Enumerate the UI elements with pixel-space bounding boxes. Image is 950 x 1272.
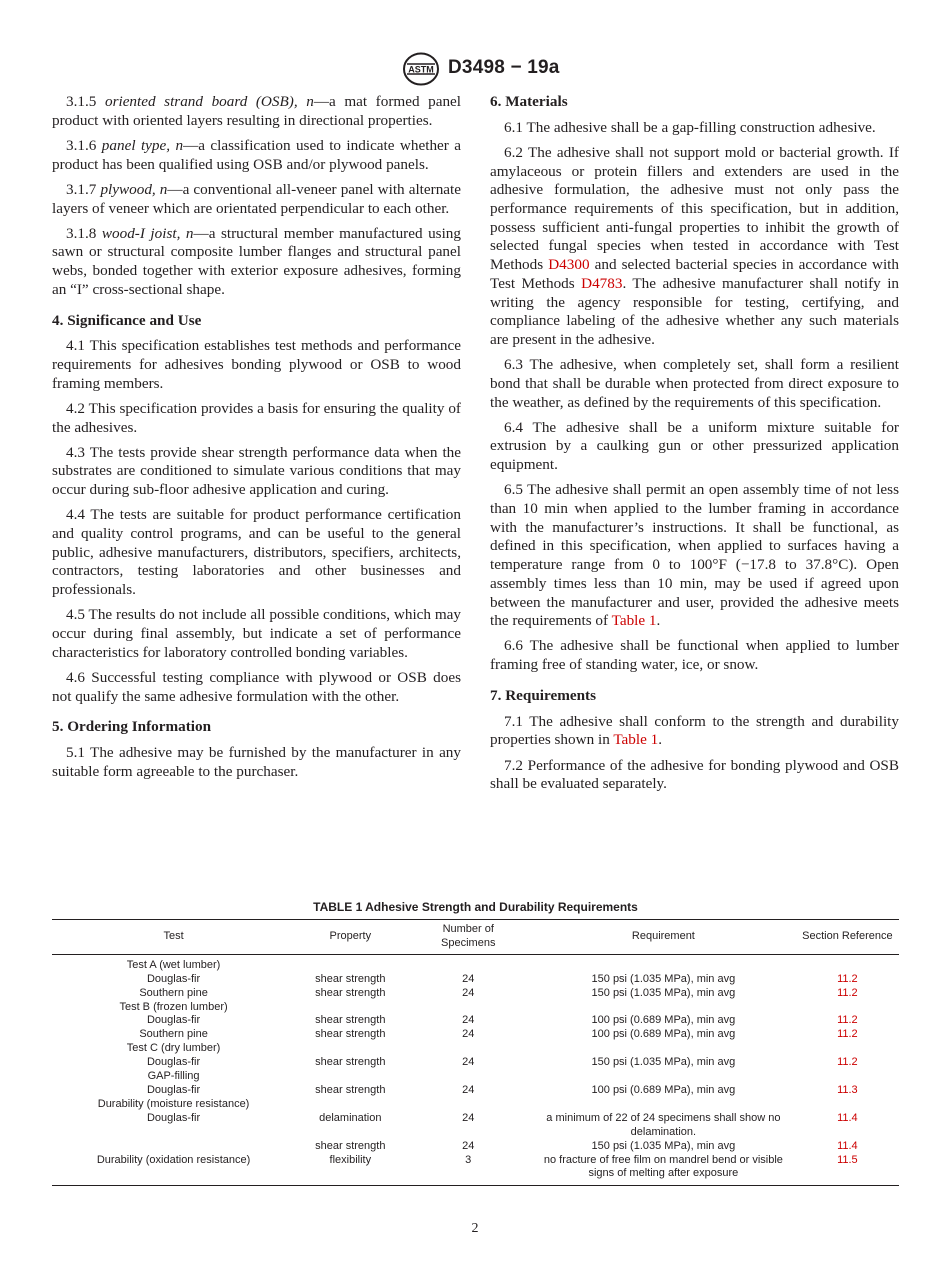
paragraph-4-2: 4.2 This specification provides a basis for ensuring the quality of the adhesives. xyxy=(52,399,461,436)
cell-number: 24 xyxy=(462,1083,475,1096)
table-body xyxy=(52,954,899,1186)
cell-test: Douglas-fir xyxy=(146,1056,201,1069)
requirements-table xyxy=(52,919,899,1186)
section-6-heading: 6. Materials xyxy=(490,93,568,110)
cell-test: Durability (moisture resistance) xyxy=(97,1097,250,1110)
cell-test xyxy=(52,1140,295,1154)
link-table-1[interactable]: Table 1 xyxy=(611,612,657,630)
logo-lettering: ASTM xyxy=(408,64,434,75)
cell-requirement: 100 psi (0.689 MPa), min avg xyxy=(591,1014,736,1027)
cell-property: shear strength xyxy=(315,1139,386,1152)
cell-test: Douglas-fir xyxy=(146,1111,201,1124)
cell-test: Southern pine xyxy=(139,986,208,999)
table-header-row xyxy=(52,920,899,955)
cell-requirement: no fracture of free film on mandrel bend or visible signs of melting after exposure xyxy=(531,1154,796,1186)
paragraph-6-6: 6.6 The adhesive shall be functional when applied to lumber framing free of standing water, ice, or snow. xyxy=(490,637,899,674)
paragraph-5-1: 5.1 The adhesive may be furnished by the manufacturer in any suitable form agreeable to the purchaser. xyxy=(52,744,461,780)
cell-ref xyxy=(796,1070,899,1084)
cell-requirement: 150 psi (1.035 MPa), min avg xyxy=(591,1139,736,1152)
section-5-heading: 5. Ordering Information xyxy=(52,718,212,736)
paragraph-7-2: 7.2 Performance of the adhesive for bonding plywood and OSB shall be evaluated separately. xyxy=(490,756,899,793)
cell-requirement xyxy=(531,1042,796,1056)
page-number: 2 xyxy=(471,1221,479,1236)
cell-requirement xyxy=(531,954,796,972)
cell-property: flexibility xyxy=(295,1154,405,1186)
cell-ref[interactable]: 11.5 xyxy=(796,1154,899,1186)
table-row xyxy=(52,1084,899,1098)
table-row xyxy=(52,987,899,1001)
paragraph-4-1: 4.1 This specification establishes test methods and performance requirements for adhesives bonding plywood or OSB to wood framing members. xyxy=(52,337,461,392)
cell-test: GAP-filling xyxy=(147,1070,200,1083)
cell-requirement: 150 psi (1.035 MPa), min avg xyxy=(591,986,736,999)
header-property: Property xyxy=(295,920,405,955)
cell-ref xyxy=(796,1042,899,1056)
standard-designation: D3498 − 19a xyxy=(448,57,560,78)
cell-number: 3 xyxy=(405,1154,531,1186)
right-column xyxy=(490,93,899,800)
cell-ref xyxy=(796,1098,899,1112)
table-row xyxy=(52,1042,899,1056)
cell-property: shear strength xyxy=(315,1014,386,1027)
cell-number: 24 xyxy=(462,1014,475,1027)
cell-requirement xyxy=(531,1070,796,1084)
paragraph-6-2: 6.2 The adhesive shall not support mold or bacterial growth. If amylaceous or protein fillers and extenders are used in the adhesive formulation, the adhesive must not only pass the performance requirements of this specification, but in addition, possess sufficient anti-fungal properties to inhibit the growth of selected fungal species when tested in accordance with Test Methods D4300 and selected bacterial species in accordance with Test Methods D4783. The adhesive manufacturer shall notify in writing the agency responsible for testing, certifying, and compliance labeling of the adhesive whether any such materials are present in the adhesive. xyxy=(490,143,900,348)
cell-number: 24 xyxy=(462,972,475,985)
page-header xyxy=(0,56,950,82)
cell-property xyxy=(295,1042,405,1056)
paragraph-7-1: 7.1 The adhesive shall conform to the strength and durability properties shown in Table 1. xyxy=(490,712,899,749)
section-7-heading: 7. Requirements xyxy=(490,686,597,704)
cell-number xyxy=(405,1098,531,1112)
definition-3-1-7: 3.1.7 plywood, n—a conventional all-veneer panel with alternate layers of veneer which are orientated perpendicular to each other. xyxy=(52,180,462,217)
cell-test: Southern pine xyxy=(139,1028,208,1041)
table-row xyxy=(52,1154,899,1186)
table-row xyxy=(52,1014,899,1028)
paragraph-6-5: 6.5 The adhesive shall permit an open assembly time of not less than 10 min when applied to the lumber framing in accordance with the manufacturer’s instructions. It shall be functional, as defined in this specification, when applied to surfaces having a temperature range from 0 to 100°F (−17.8 to 37.8°C). Open assembly times less than 10 min, may be used if agreed upon between the manufacturer and user, provided the adhesive meets the requirements of Table 1. xyxy=(490,481,899,630)
table-row xyxy=(52,1056,899,1070)
paragraph-4-5: 4.5 The results do not include all possible conditions, which may occur during final assembly, but indicate a set of performance characteristics for laboratory controlled bonding variables. xyxy=(52,606,461,661)
cell-requirement: 100 psi (0.689 MPa), min avg xyxy=(591,1083,736,1096)
cell-test: Test B (frozen lumber) xyxy=(119,1000,228,1013)
cell-requirement: 150 psi (1.035 MPa), min avg xyxy=(591,1056,736,1069)
cell-ref xyxy=(796,954,899,972)
cell-ref[interactable]: 11.4 xyxy=(837,1139,858,1152)
cell-number: 24 xyxy=(462,986,475,999)
paragraph-6-4: 6.4 The adhesive shall be a uniform mixture suitable for extrusion by a caulking gun or other pressurized application equipment. xyxy=(490,418,899,474)
cell-property: shear strength xyxy=(315,1028,386,1041)
cell-ref[interactable]: 11.4 xyxy=(837,1111,858,1124)
cell-ref xyxy=(796,1001,899,1015)
left-column xyxy=(52,93,461,788)
astm-logo-icon xyxy=(401,52,441,86)
cell-requirement: 150 psi (1.035 MPa), min avg xyxy=(591,972,736,985)
cell-number xyxy=(405,1001,531,1015)
paragraph-4-6: 4.6 Successful testing compliance with plywood or OSB does not qualify the same adhesive formulation with the other. xyxy=(52,668,461,705)
table-row xyxy=(52,1001,899,1015)
paragraph-4-3: 4.3 The tests provide shear strength performance data when the substrates are conditioned to simulate various conditions that may occur during sub-floor adhesive application and curing. xyxy=(52,443,461,499)
cell-property xyxy=(295,1001,405,1015)
cell-number xyxy=(405,1042,531,1056)
cell-property xyxy=(295,954,405,972)
cell-requirement xyxy=(531,1098,796,1112)
table-row xyxy=(52,1028,899,1042)
table-row xyxy=(52,954,899,972)
definition-3-1-6: 3.1.6 panel type, n—a classification used to indicate whether a product has been qualified using OSB and/or plywood panels. xyxy=(52,136,461,173)
cell-requirement: a minimum of 22 of 24 specimens shall show no delamination. xyxy=(546,1111,781,1138)
cell-ref[interactable]: 11.2 xyxy=(837,1056,858,1069)
cell-property: shear strength xyxy=(315,986,386,999)
cell-number: 24 xyxy=(462,1028,475,1041)
paragraph-6-1: 6.1 The adhesive shall be a gap-filling construction adhesive. xyxy=(504,118,876,136)
link-table-1[interactable]: Table 1 xyxy=(613,731,659,749)
table-row xyxy=(52,1112,899,1140)
paragraph-4-4: 4.4 The tests are suitable for product performance certification and quality control programs, and can be useful to the general public, adhesive manufacturers, distributors, specifiers, architects, contractors, testing laboratories and other businesses and professionals. xyxy=(52,506,461,599)
table-row xyxy=(52,1098,899,1112)
cell-test: Durability (oxidation resistance) xyxy=(52,1154,295,1186)
cell-ref[interactable]: 11.2 xyxy=(837,1028,858,1041)
cell-requirement xyxy=(531,1001,796,1015)
definition-3-1-8: 3.1.8 wood-I joist, n—a structural member manufactured using sawn or structural composite lumber flanges and structural panel webs, bonded together with exterior exposure adhesives, forming an “I” cross-sectional shape. xyxy=(52,224,461,298)
cell-test: Douglas-fir xyxy=(146,972,201,985)
link-d4300[interactable]: D4300 xyxy=(548,256,590,274)
table-1 xyxy=(52,900,899,1186)
table-row xyxy=(52,1140,899,1154)
cell-property: shear strength xyxy=(315,1083,386,1096)
cell-number: 24 xyxy=(462,1056,475,1069)
cell-number xyxy=(405,1070,531,1084)
cell-property: shear strength xyxy=(315,1056,386,1069)
cell-property xyxy=(295,1070,405,1084)
header-requirement: Requirement xyxy=(531,920,796,955)
paragraph-6-3: 6.3 The adhesive, when completely set, shall form a resilient bond that shall be durable when protected from direct exposure to the weather, as defined by the requirements of this specification. xyxy=(490,356,899,411)
table-row xyxy=(52,1070,899,1084)
cell-property: delamination xyxy=(319,1111,382,1124)
cell-test: Douglas-fir xyxy=(146,1014,201,1027)
cell-property: shear strength xyxy=(315,972,386,985)
definition-3-1-5: 3.1.5 oriented strand board (OSB), n—a mat formed panel product with oriented layers resulting in directional properties. xyxy=(52,93,462,129)
cell-number xyxy=(405,954,531,972)
table-caption: TABLE 1 Adhesive Strength and Durability Requirements xyxy=(313,900,638,914)
cell-requirement: 100 psi (0.689 MPa), min avg xyxy=(591,1028,736,1041)
cell-ref[interactable]: 11.2 xyxy=(837,986,858,999)
cell-number: 24 xyxy=(462,1111,475,1124)
header-section-reference: Section Reference xyxy=(796,920,899,955)
header-number-of-specimens: Number of Specimens xyxy=(405,920,531,955)
cell-test: Test A (wet lumber) xyxy=(126,958,221,971)
cell-test: Test C (dry lumber) xyxy=(126,1042,221,1055)
cell-property xyxy=(295,1098,405,1112)
link-d4783[interactable]: D4783 xyxy=(581,274,623,292)
cell-number: 24 xyxy=(462,1139,475,1152)
cell-test: Douglas-fir xyxy=(146,1083,201,1096)
section-4-heading: 4. Significance and Use xyxy=(52,311,202,329)
header-test: Test xyxy=(52,920,295,955)
table-row xyxy=(52,973,899,987)
cell-ref[interactable]: 11.2 xyxy=(837,972,858,985)
cell-ref[interactable]: 11.2 xyxy=(837,1014,858,1027)
cell-ref[interactable]: 11.3 xyxy=(837,1083,858,1096)
